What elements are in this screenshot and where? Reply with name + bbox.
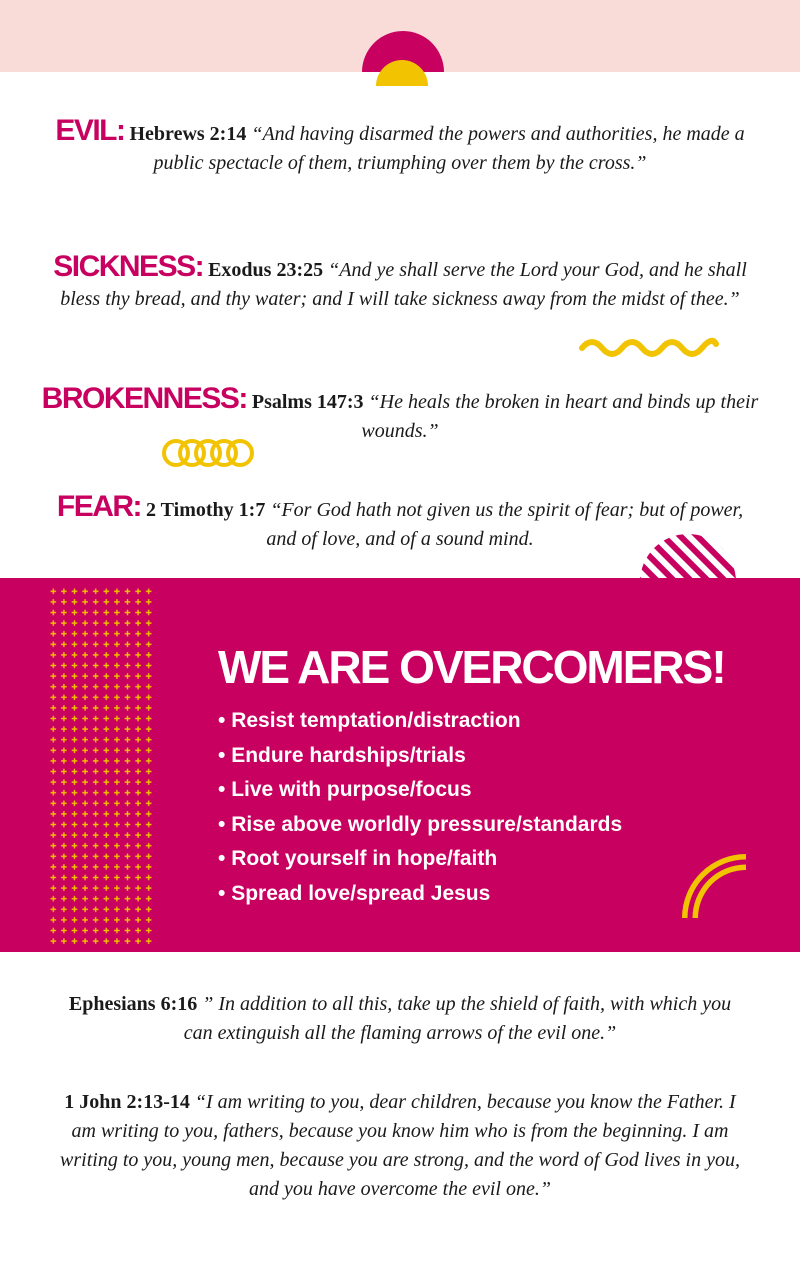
list-item: • Resist temptation/distraction [218, 704, 622, 739]
verse-reference: Ephesians 6:16 [68, 993, 198, 1015]
striped-circle-icon [638, 532, 738, 582]
verse-reference: Psalms 147:3 [251, 391, 364, 413]
list-item: • Root yourself in hope/faith [218, 842, 622, 877]
verse-keyword: SICKNESS: [53, 250, 204, 283]
arc-icon [680, 852, 760, 922]
verse-ephesians [60, 990, 740, 1048]
verse-quote: “And having disarmed the powers and authorities, he made a public spectacle of them, triumphing over them by the cross.” [153, 123, 745, 174]
verse-quote: “He heals the broken in heart and binds up their wounds.” [361, 391, 759, 442]
verse-quote: “I am writing to you, dear children, because you know the Father. I am writing to you, fathers, because you know him who is from the beginning. I am writing to you, young men, because you are strong, and the word of God lives in you, and you have overcome the evil one.” [60, 1091, 740, 1200]
verse-keyword: BROKENNESS: [41, 382, 247, 415]
verse-quote: “For God hath not given us the spirit of fear; but of power, and of love, and of a sound mind. [266, 499, 744, 550]
verse-1john [60, 1088, 740, 1204]
verse-quote: ” In addition to all this, take up the shield of faith, with which you can extinguish all the flaming arrows of the evil one.” [183, 993, 732, 1044]
semicircle-icon [358, 24, 448, 86]
plus-grid-icon [48, 586, 152, 948]
wave-icon [578, 332, 720, 360]
verse-reference: 1 John 2:13-14 [64, 1091, 190, 1113]
verse-evil [40, 116, 760, 178]
verse-reference: Exodus 23:25 [208, 259, 324, 281]
verse-keyword: EVIL: [55, 114, 125, 147]
verse-reference: 2 Timothy 1:7 [146, 499, 266, 521]
verse-quote: “And ye shall serve the Lord your God, and he shall bless thy bread, and thy water; and I will take sickness away from the midst of thee.” [60, 259, 747, 310]
verse-keyword: FEAR: [56, 490, 142, 523]
verse-brokenness [30, 384, 770, 446]
verse-sickness [40, 252, 760, 314]
list-item: • Endure hardships/trials [218, 739, 622, 774]
list-item: • Rise above worldly pressure/standards [218, 808, 622, 843]
overcomers-title: WE ARE OVERCOMERS! [218, 641, 725, 693]
list-item: • Spread love/spread Jesus [218, 877, 622, 912]
verse-reference: Hebrews 2:14 [129, 123, 247, 145]
list-item: • Live with purpose/focus [218, 773, 622, 808]
rings-icon [160, 437, 256, 469]
overcomers-list [218, 704, 622, 911]
